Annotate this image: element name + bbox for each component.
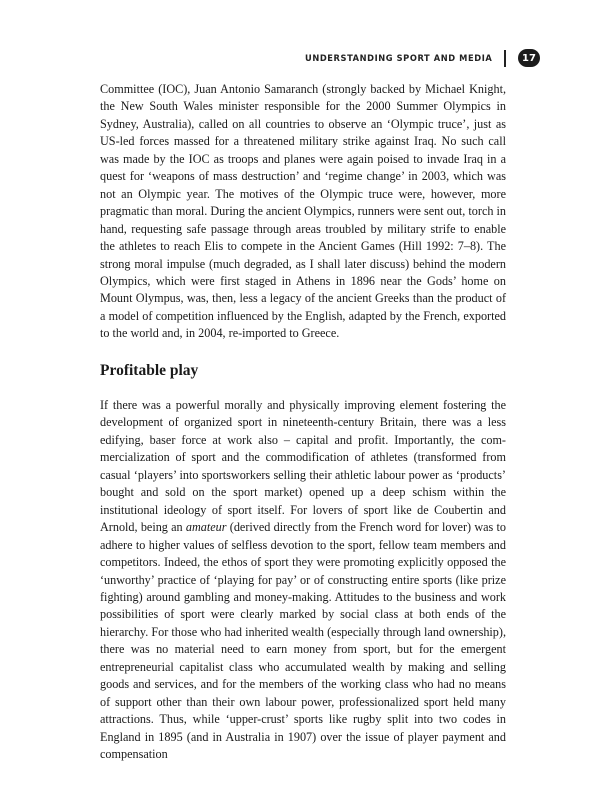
header-divider (504, 50, 506, 67)
paragraph-text-part2: of sport itself. For lovers of sport like de Coubertin and Arnold, being an (100, 502, 506, 535)
paragraph-text-part1: If there was a powerful morally and physically improving element fostering the development of organized sport in nineteenth-century Britain, there was a less edifying, baser force at work also – capital and profit. Importantly, the com-mercialization of sport and the commodification of athletes (transformed from casual ‘players’ into sportsworkers selling their athletic labour power as ‘products’ bought and sold on the sport market) opened up a deep schism within the institutional (100, 398, 506, 517)
running-header (305, 49, 540, 67)
section-paragraph-block (100, 397, 506, 764)
running-header-title: UNDERSTANDING SPORT AND MEDIA (305, 52, 493, 64)
section-heading: Profitable play (100, 362, 199, 379)
page-number-badge: 17 (518, 49, 540, 67)
intro-paragraph: Committee (IOC), Juan Antonio Samaranch (strongly backed by Michael Knight, the New South Wales minister responsible for the 2000 Summer Olympics in Sydney, Australia), called on all countries to observe an ‘Olympic truce’, just as US-led forces massed for a threatened military strike against Iraq. No such call was made by the IOC as troops and planes were again poised to invade Iraq in a quest for ‘weapons of mass destruction’ and ‘regime change’ in 2003, which was not an Olympic year. The motives of the Olympic truce were, however, more pragmatic than moral. During the ancient Olympics, runners were sent out, torch in hand, requesting safe passage through areas troubled by military strife to enable the athletes to reach Elis to compete in the Ancient Games (Hill 1992: 7–8). The strong moral impulse (much degraded, as I shall later discuss) behind the modern Olympics, which were first staged in Athens in 1896 near the Gods’ home on Mount Olympus, was, then, less a legacy of the ancient Greeks than the product of a model of competition influenced by the English, adapted by the French, exported to the world and, in 2004, re-imported to Greece. (100, 82, 506, 341)
intro-paragraph-block (100, 81, 506, 343)
amateur-term: amateur (185, 520, 227, 535)
paragraph-text-part3: (derived directly from the French word for lover) was to adhere to higher values of selfless devotion to the sport, fellow team members and competitors. Indeed, the ethos of sport they were promoting explicitly opposed the ‘unworthy’ practice of ‘playing for pay’ or of constructing entire sports (like prize fighting) around gambling and money-making. Attitudes to the business and work possibilities of sport were clearly marked by social class at both ends of the hierarchy. For those who had inherited wealth (especially through land ownership), there was no material need to earn money from sport, but for the emergent entrepreneurial capitalist class who accumulated wealth by making and selling goods and services, and for the members of the working class who had no means of support other than their own labour power, professionalized sport held many attractions. Thus, while ‘upper-crust’ sports like rugby split into two codes in England in 1895 (and in Australia in 1907) over the issue of player payment and compensation (100, 520, 506, 762)
ideology-term: ideology (163, 502, 207, 517)
section-paragraph (100, 397, 506, 764)
